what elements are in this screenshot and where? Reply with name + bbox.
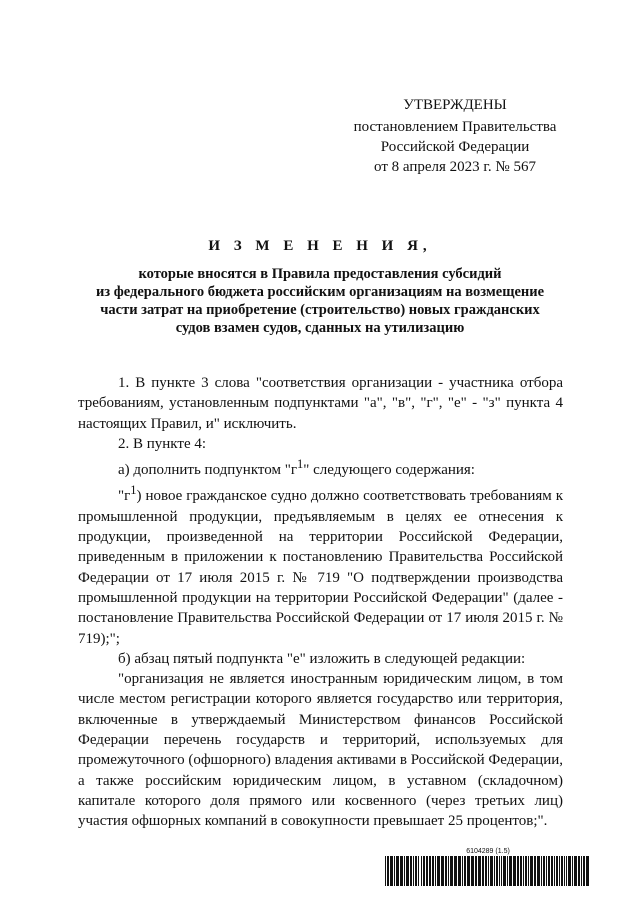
paragraph-2: 2. В пункте 4: — [118, 435, 207, 452]
paragraph-3-start: а) дополнить подпунктом "г — [118, 462, 298, 479]
approval-heading: УТВЕРЖДЕНЫ — [403, 97, 507, 113]
paragraph-5: б) абзац пятый подпункта "е" изложить в следующей редакции: — [118, 650, 526, 667]
barcode-bars — [385, 856, 591, 886]
approval-block — [330, 95, 580, 177]
paragraph-4 — [78, 480, 563, 648]
paragraph-6: "организация не является иностранным юридическим лицом, в том числе местом регистрации которого является государство или территория, включенные в утверждаемый Министерством финансов Российской Федерации перечень государств и территорий, используемых для промежуточного (офшорного) владения активами в Российской Федерации, а также российским юридическим лицом, в уставном (складочном) капитале которого доля прямого или косвенного (через третьих лиц) участия офшорных компаний в совокупности превышает 25 процентов;". — [78, 671, 563, 830]
barcode — [385, 848, 591, 888]
subtitle-line-1: которые вносятся в Правила предоставления субсидий — [138, 266, 502, 282]
paragraph-4-start: "г — [118, 488, 131, 505]
superscript-1: 1 — [297, 457, 304, 472]
superscript-1: 1 — [130, 483, 137, 498]
paragraph-4-end: ) новое гражданское судно должно соответствовать требованиям к промышленной продукции, предъявляемым в целях ее отнесения к продукции, произведенной на территории Российской Федерации, приведенным в приложении к постановлению Правительства Российской Федерации от 17 июля 2015 г. № 719 "О подтверждении производства промышленной продукции на территории Российской Федерации" (далее - постановление Правительства Российской Федерации от 17 июля 2015 г. № 719);"; — [78, 488, 563, 647]
paragraph-3-end: " следующего содержания: — [303, 462, 475, 479]
approval-line-date: от 8 апреля 2023 г. № 567 — [374, 159, 536, 175]
approval-line-federation: Российской Федерации — [380, 139, 530, 155]
document-body — [78, 373, 563, 832]
barcode-number: 6104289 (1.5) — [466, 848, 510, 855]
subtitle-line-3: части затрат на приобретение (строительство) новых гражданских — [100, 302, 540, 318]
subtitle-line-4: судов взамен судов, сданных на утилизацию — [175, 320, 465, 336]
document-subtitle — [60, 265, 580, 337]
approval-line-resolution: постановлением Правительства — [353, 119, 557, 135]
subtitle-line-2: из федерального бюджета российским организациям на возмещение — [95, 284, 545, 300]
document-title: И З М Е Н Е Н И Я, — [208, 238, 432, 254]
paragraph-1: 1. В пункте 3 слова "соответствия организации - участника отбора требованиям, установленным подпунктами "а", "в", "г", "е" - "з" пункта 4 настоящих Правил, и" исключить. — [78, 375, 563, 432]
paragraph-3 — [78, 454, 563, 480]
